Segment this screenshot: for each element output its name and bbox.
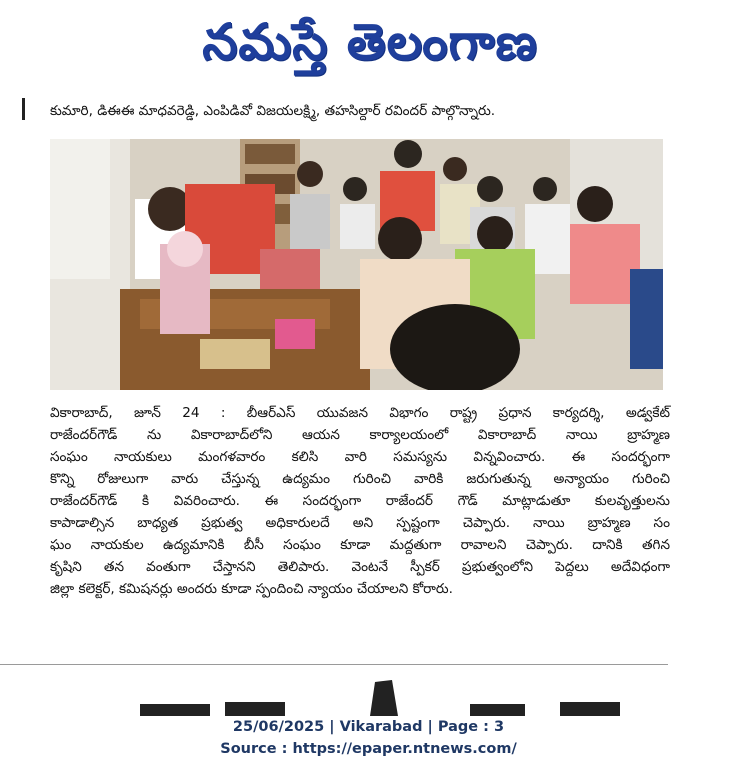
- section-divider: [0, 664, 668, 665]
- article-line: వికారాబాద్, జూన్ 24 : బీఆర్ఎస్ యువజన విభాగం రాష్ట్ర ప్రధాన కార్యదర్శి, అడ్వకేట్: [50, 405, 670, 421]
- article-body: [50, 402, 670, 600]
- article-line: కాపాడాల్సిన బాధ్యత ప్రభుత్వ అధికారులదే అని స్పష్టంగా చెప్పారు. నాయి బ్రాహ్మణ సం: [50, 515, 670, 531]
- article-line: సంఘం నాయకులు మంగళవారం కలిసి వారి సమస్యను విన్నవించారు. ఈ సందర్భంగా: [50, 449, 670, 465]
- source-link[interactable]: Source : https://epaper.ntnews.com/: [220, 741, 517, 757]
- previous-article-tail: కుమారి, డిఈఈ మాధవరెడ్డి, ఎంపిడివో విజయలక్ష్మి, తహసిల్దార్ రవిందర్ పాల్గొన్నారు.: [50, 103, 496, 119]
- news-photo: [50, 139, 663, 390]
- article-line: రాజేందర్‌గౌడ్ ను వికారాబాద్‌లోని ఆయన కార్యాలయంలో వికారాబాద్ నాయి బ్రాహ్మణ: [50, 427, 670, 443]
- article-line: రాజేందర్‌గౌడ్ కి వివరించారు. ఈ సందర్భంగా రాజేందర్ గౌడ్ మాట్లాడుతూ కులవృత్తులను: [50, 493, 670, 509]
- newspaper-masthead: నమస్తే తెలంగాణ: [202, 12, 538, 71]
- column-rule: [22, 98, 25, 120]
- article-line: జిల్లా కలెక్టర్, కమిషనర్లు అందరు కూడా స్పందించి న్యాయం చేయాలని కోరారు.: [50, 581, 453, 597]
- edition-info: 25/06/2025 | Vikarabad | Page : 3: [232, 719, 505, 735]
- article-line: ఘం నాయకుల ఉద్యమానికి బీసీ సంఘం కూడా మద్దతుగా రావాలని చెప్పారు. దానికి తగిన: [50, 537, 670, 553]
- article-line: కొన్ని రోజులుగా వారు చేస్తున్న ఉద్యమం గురించి వారికి జరుగుతున్న అన్యాయం గురించి: [50, 471, 670, 487]
- cropped-next-headline: [0, 676, 737, 716]
- meeting-photo-illustration: [50, 139, 663, 390]
- page-footer: [0, 716, 737, 760]
- article-line: కృషిని తన వంతుగా చేస్తానని తెలిపారు. వెంటనే స్పీకర్ ప్రభుత్వంలోని పెద్దలు అదేవిధంగా: [50, 559, 670, 575]
